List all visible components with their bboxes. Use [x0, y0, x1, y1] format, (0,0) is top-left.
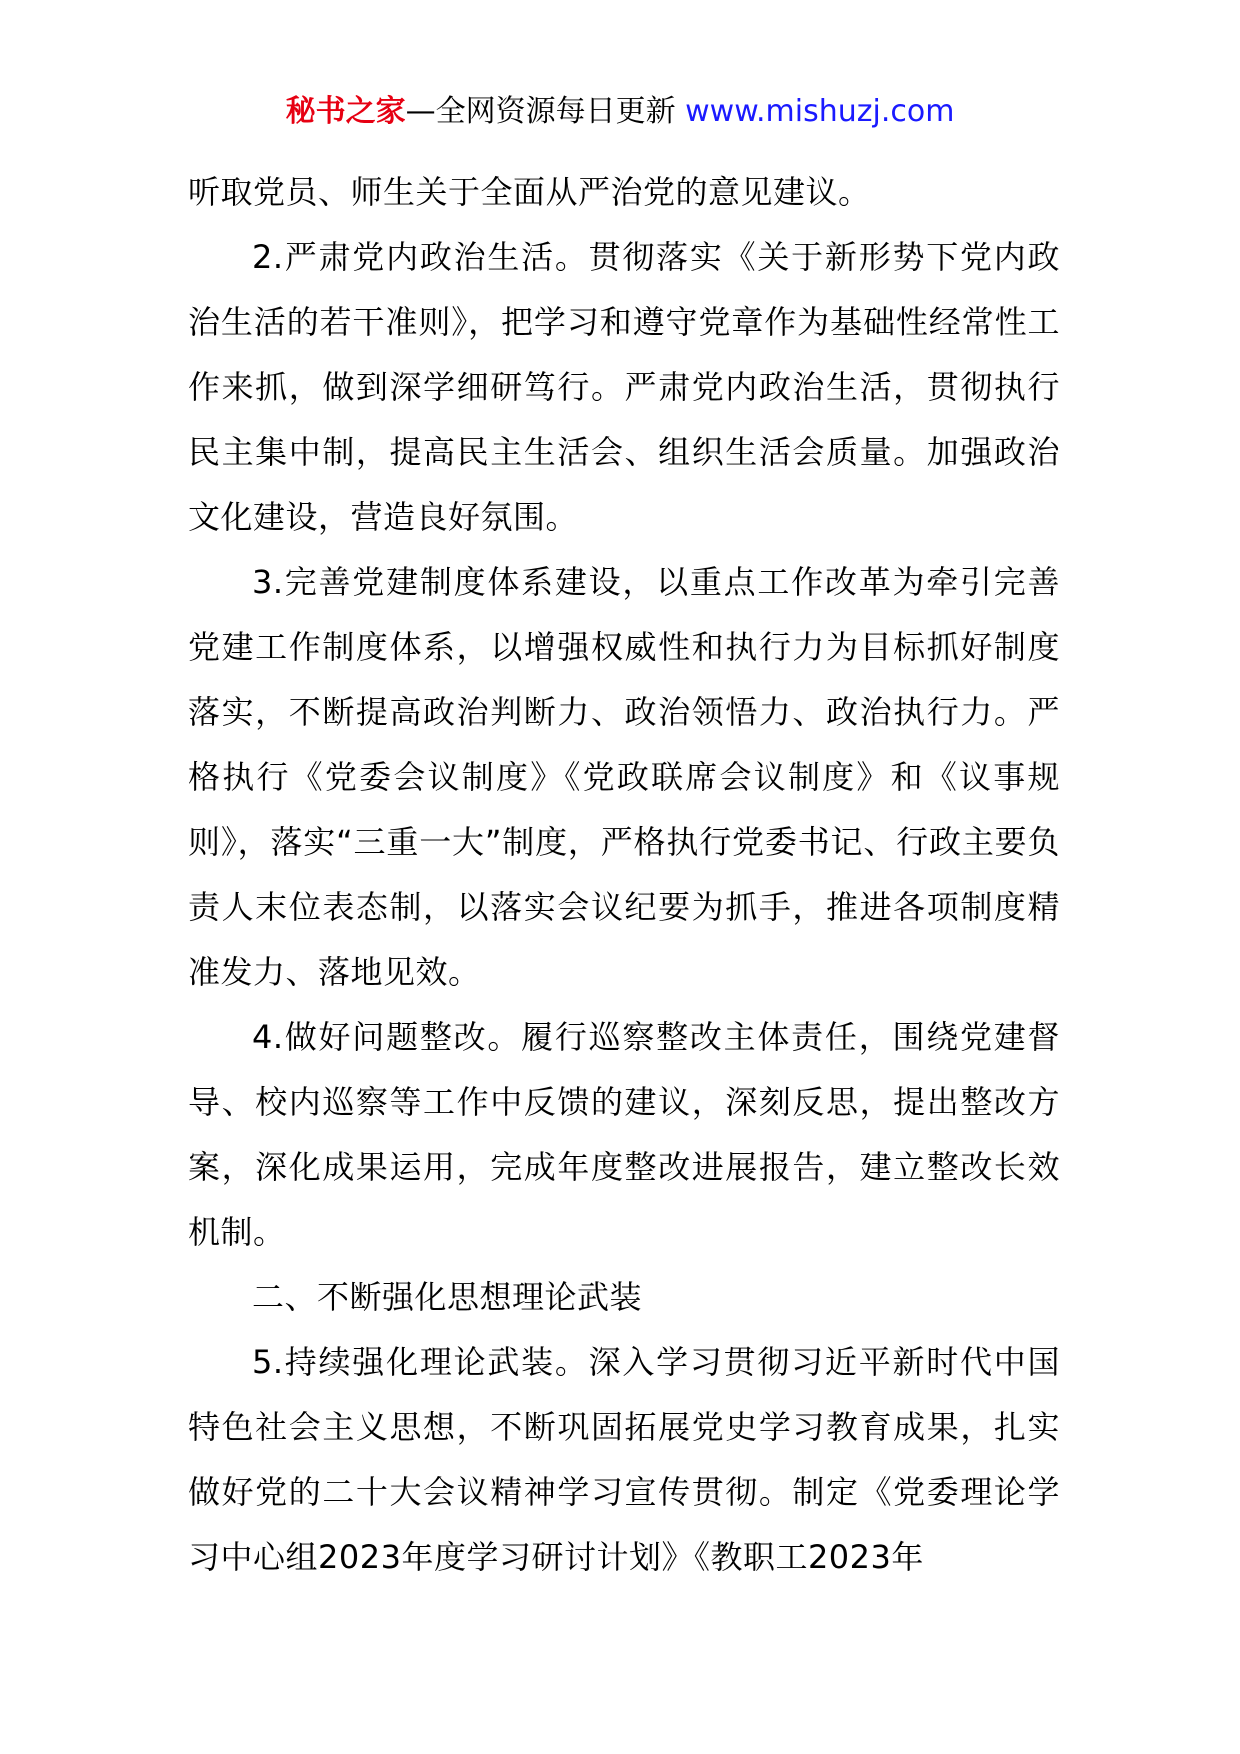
site-header [0, 92, 1240, 132]
paragraph-item-2: 2.严肃党内政治生活。贯彻落实《关于新形势下党内政治生活的若干准则》，把学习和遵守党章作为基础性经常性工作来抓，做到深学细研笃行。严肃党内政治生活，贯彻执行民主集中制，提高民主生活会、组织生活会质量。加强政治文化建设，营造良好氛围。 [188, 238, 1060, 536]
paragraph-item-5: 5.持续强化理论武装。深入学习贯彻习近平新时代中国特色社会主义思想，不断巩固拓展党史学习教育成果，扎实做好党的二十大会议精神学习宣传贯彻。制定《党委理论学习中心组2023年度学习研讨计划》《教职工2023年 [188, 1343, 1060, 1576]
section-heading-2: 二、不断强化思想理论武装 [252, 1278, 643, 1316]
header-tagline: —全网资源每日更新 [405, 94, 686, 129]
site-url[interactable]: www.mishuzj.com [685, 94, 955, 129]
paragraph-item-3: 3.完善党建制度体系建设，以重点工作改革为牵引完善党建工作制度体系，以增强权威性和执行力为目标抓好制度落实，不断提高政治判断力、政治领悟力、政治执行力。严格执行《党委会议制度》《党政联席会议制度》和《议事规则》，落实“三重一大”制度，严格执行党委书记、行政主要负责人末位表态制，以落实会议纪要为抓手，推进各项制度精准发力、落地见效。 [188, 563, 1060, 991]
brand-name: 秘书之家 [285, 94, 406, 129]
document-body [188, 160, 1060, 1590]
paragraph-item-4: 4.做好问题整改。履行巡察整改主体责任，围绕党建督导、校内巡察等工作中反馈的建议，深刻反思，提出整改方案，深化成果运用，完成年度整改进展报告，建立整改长效机制。 [188, 1018, 1060, 1251]
paragraph-continuation: 听取党员、师生关于全面从严治党的意见建议。 [188, 173, 871, 211]
